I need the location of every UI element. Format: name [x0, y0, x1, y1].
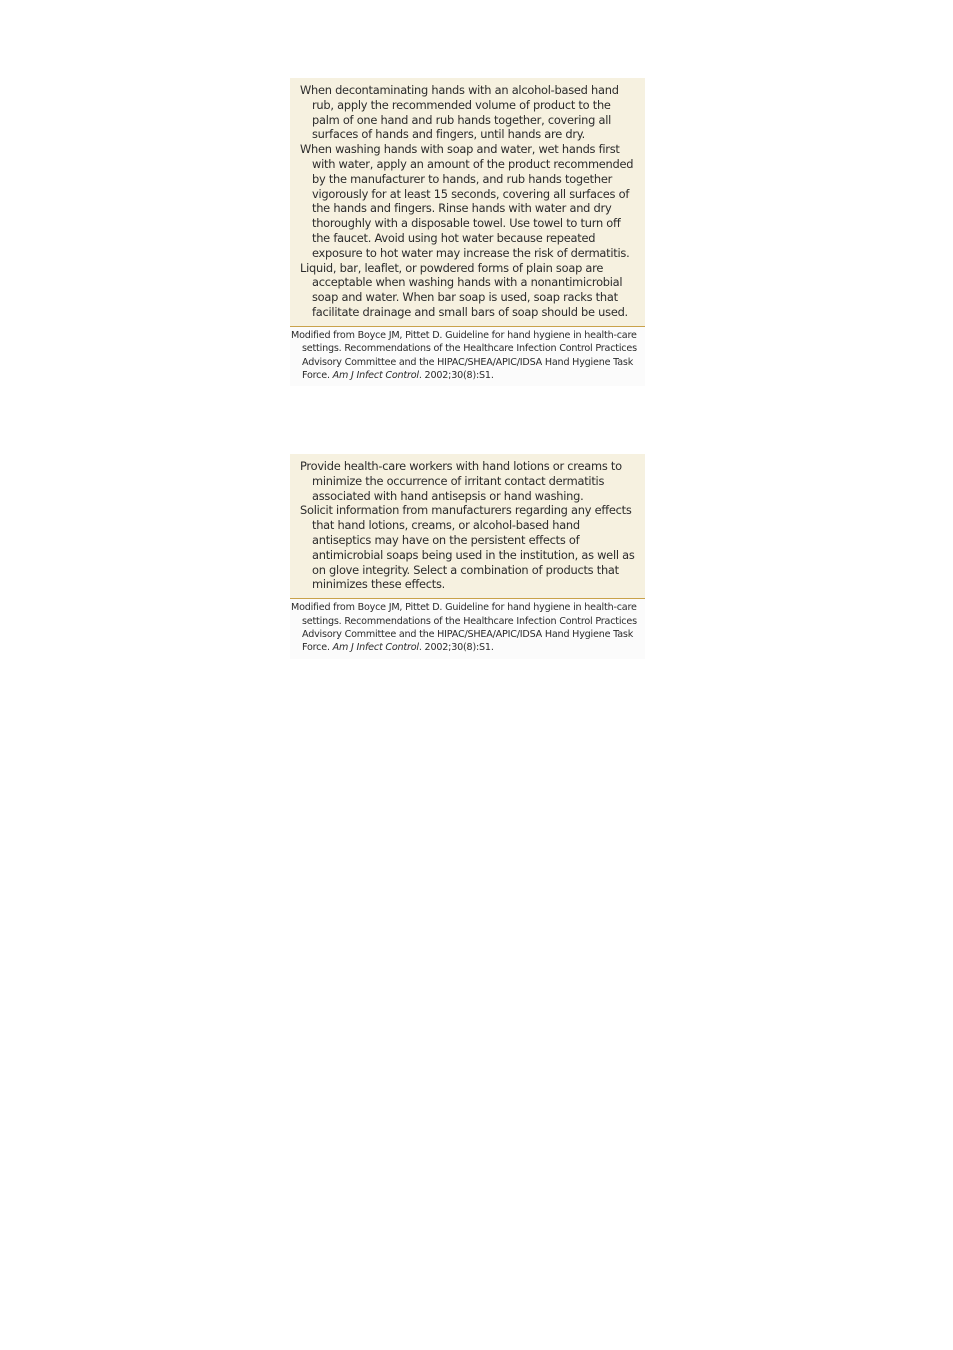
hand-hygiene-box-skin-care	[290, 454, 645, 659]
journal-title: Am J Infect Control	[332, 369, 419, 381]
recommendation-item: When washing hands with soap and water, wet hands first with water, apply an amount of the product recommended by the manufacturer to hands, and rub hands together vigorously for at least 15 seconds, covering all surfaces of the hands and fingers. Rinse hands with water and dry thoroughly with a disposable towel. Use towel to turn off the faucet. Avoid using hot water because repeated exposure to hot water may increase the risk of dermatitis.	[300, 142, 634, 260]
hand-hygiene-box-technique	[290, 78, 645, 386]
source-citation	[290, 599, 645, 659]
recommendation-item: Liquid, bar, leaflet, or powdered forms of plain soap are acceptable when washing hands with a nonantimicrobial soap and water. When bar soap is used, soap racks that facilitate drainage and small bars of soap should be used.	[300, 260, 628, 319]
recommendation-item: Provide health-care workers with hand lotions or creams to minimize the occurrence of irritant contact dermatitis associated with hand antisepsis or hand washing.	[300, 459, 622, 503]
source-text: Modified from Boyce JM, Pittet D. Guideline for hand hygiene in health-care settings. Recommendations of the Healthcare Infection Control Practices Advisory Committee and the HIPAC/SHEA/APIC/IDSA Hand Hygiene Task Force.	[291, 602, 637, 654]
recommendation-item: When decontaminating hands with an alcohol-based hand rub, apply the recommended volume of product to the palm of one hand and rub hands together, covering all surfaces of hands and fingers, until hands are dry.	[300, 83, 619, 142]
recommendations-panel	[290, 78, 645, 327]
recommendation-item: Solicit information from manufacturers regarding any effects that hand lotions, creams, or alcohol-based hand antiseptics may have on the persistent effects of antimicrobial soaps being used in the institution, as well as on glove integrity. Select a combination of products that minimizes these effects.	[300, 503, 635, 592]
citation-details: . 2002;30(8):S1.	[418, 369, 494, 381]
recommendations-panel	[290, 454, 645, 599]
journal-title: Am J Infect Control	[332, 642, 419, 654]
citation-details: . 2002;30(8):S1.	[418, 642, 494, 654]
source-citation	[290, 327, 645, 387]
source-text: Modified from Boyce JM, Pittet D. Guideline for hand hygiene in health-care settings. Recommendations of the Healthcare Infection Control Practices Advisory Committee and the HIPAC/SHEA/APIC/IDSA Hand Hygiene Task Force.	[291, 329, 637, 381]
